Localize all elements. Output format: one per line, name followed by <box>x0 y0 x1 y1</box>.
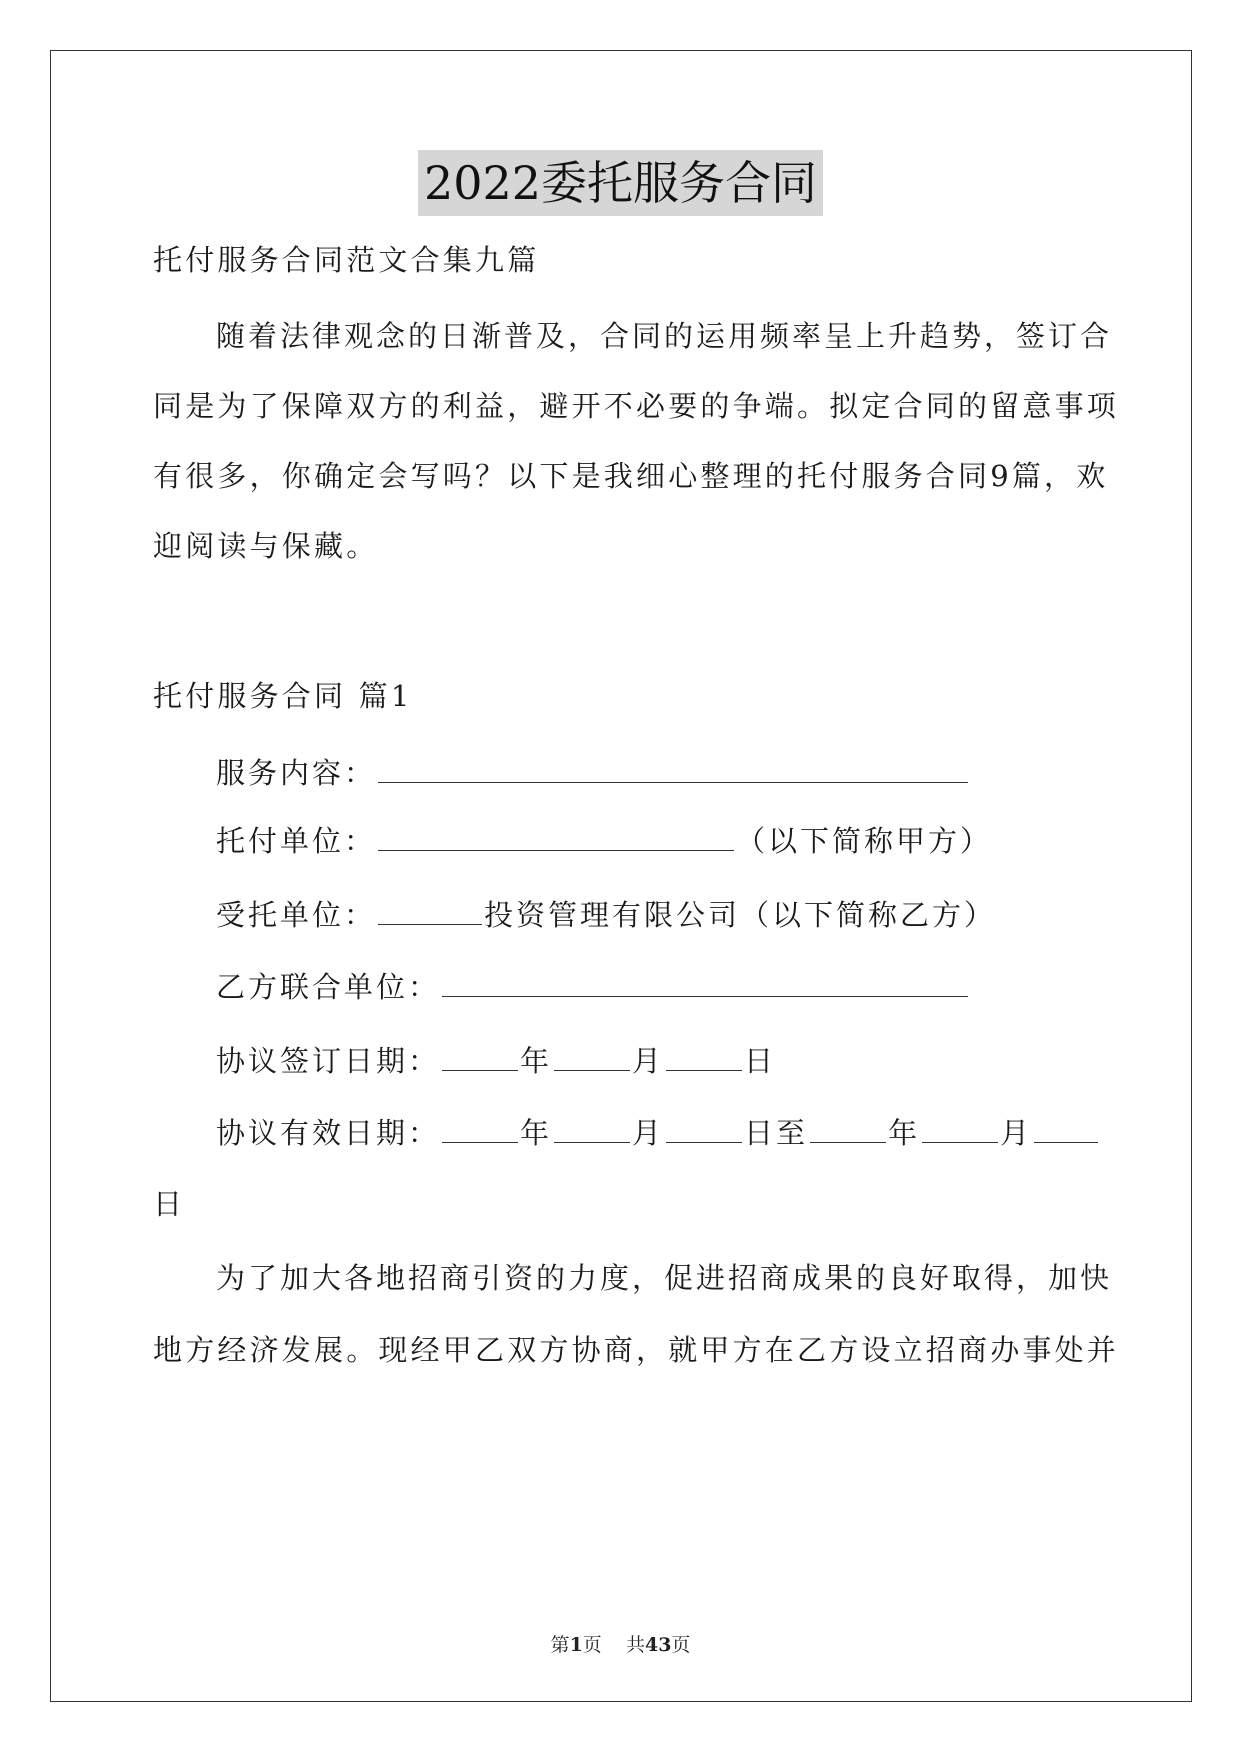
service-content-label: 服务内容： <box>216 756 377 790</box>
footer-mid: 页 共 <box>582 1634 645 1656</box>
valid-date-field <box>216 1112 1116 1153</box>
year-text: 年 <box>888 1116 921 1150</box>
agent-blank[interactable] <box>378 894 482 925</box>
joint-unit-label: 乙方联合单位： <box>216 970 441 1004</box>
section-heading: 托付服务合同 篇1 <box>153 679 413 713</box>
service-content-field <box>216 752 1116 793</box>
footer-prefix: 第 <box>550 1634 570 1656</box>
valid-start-day-blank[interactable] <box>666 1112 742 1143</box>
day-to-text: 日至 <box>744 1116 809 1150</box>
body-line-1: 为了加大各地招商引资的力度，促进招商成果的良好取得，加快 <box>216 1261 1113 1295</box>
page-border <box>50 50 1192 1702</box>
sign-year-blank[interactable] <box>442 1040 518 1071</box>
day-text: 日 <box>744 1044 777 1078</box>
document-subtitle: 托付服务合同范文合集九篇 <box>153 243 540 277</box>
body-line-2: 地方经济发展。现经甲乙双方协商，就甲方在乙方设立招商办事处并 <box>153 1333 1120 1367</box>
valid-start-year-blank[interactable] <box>442 1112 518 1143</box>
title-container <box>0 150 1241 216</box>
sign-date-field <box>216 1040 1116 1081</box>
year-text: 年 <box>520 1044 553 1078</box>
principal-label: 托付单位： <box>216 824 377 858</box>
valid-end-day-blank[interactable] <box>1034 1112 1098 1143</box>
valid-end-year-blank[interactable] <box>810 1112 886 1143</box>
joint-unit-field <box>216 966 1116 1007</box>
intro-line-3: 有很多，你确定会写吗？以下是我细心整理的托付服务合同9篇，欢 <box>153 459 1109 493</box>
principal-blank[interactable] <box>378 820 734 851</box>
footer-total-pages: 43 <box>644 1634 672 1656</box>
principal-field <box>216 820 1116 861</box>
sign-date-label: 协议签订日期： <box>216 1044 441 1078</box>
agent-field <box>216 894 1116 935</box>
valid-start-month-blank[interactable] <box>554 1112 630 1143</box>
month-text: 月 <box>632 1044 665 1078</box>
valid-end-month-blank[interactable] <box>922 1112 998 1143</box>
sign-day-blank[interactable] <box>666 1040 742 1071</box>
footer-page-number: 1 <box>569 1634 583 1656</box>
agent-label: 受托单位： <box>216 898 377 932</box>
valid-date-wrap-day: 日 <box>153 1187 186 1221</box>
sign-month-blank[interactable] <box>554 1040 630 1071</box>
year-text: 年 <box>520 1116 553 1150</box>
month-text: 月 <box>1000 1116 1033 1150</box>
intro-line-2: 同是为了保障双方的利益，避开不必要的争端。拟定合同的留意事项 <box>153 389 1120 423</box>
intro-line-4: 迎阅读与保藏。 <box>153 529 379 563</box>
agent-company: 投资管理有限公司（以下简称乙方） <box>484 898 997 932</box>
service-content-blank[interactable] <box>378 752 968 783</box>
principal-suffix: （以下简称甲方） <box>736 824 993 858</box>
footer-suffix: 页 <box>671 1634 691 1656</box>
month-text: 月 <box>632 1116 665 1150</box>
valid-date-label: 协议有效日期： <box>216 1116 441 1150</box>
document-title: 2022委托服务合同 <box>418 150 823 216</box>
joint-unit-blank[interactable] <box>442 966 968 997</box>
page-footer <box>0 1632 1241 1658</box>
intro-line-1: 随着法律观念的日渐普及，合同的运用频率呈上升趋势，签订合 <box>216 319 1113 353</box>
